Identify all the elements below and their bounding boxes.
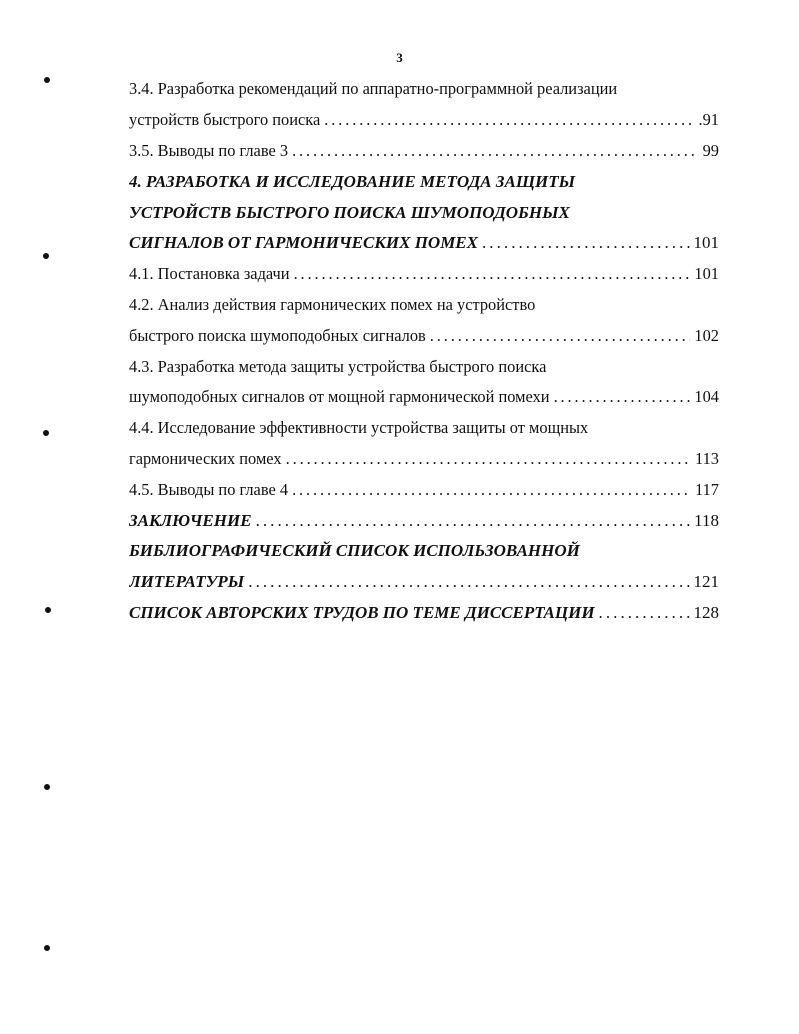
dot-leader <box>482 233 690 253</box>
toc-entry-label: быстрого поиска шумоподобных сигналов <box>129 325 426 345</box>
toc-entry-label: 4.5. Выводы по главе 4 <box>129 479 289 499</box>
toc-line <box>129 413 719 444</box>
toc-line <box>129 136 719 167</box>
binding-hole-mark <box>43 430 49 436</box>
toc-line <box>129 166 719 197</box>
binding-hole-mark <box>45 607 51 613</box>
toc-entry-label: гармонических помех <box>129 448 282 468</box>
binding-hole-mark <box>44 77 50 83</box>
dot-leader <box>256 511 691 531</box>
toc-line <box>129 474 719 505</box>
dot-leader <box>292 141 699 161</box>
binding-hole-mark <box>44 784 50 790</box>
toc-line <box>129 505 719 536</box>
toc-entry-page: 121 <box>693 572 719 592</box>
toc-entry-label: СИГНАЛОВ ОТ ГАРМОНИЧЕСКИХ ПОМЕХ <box>129 233 478 253</box>
dot-leader <box>430 326 691 346</box>
toc-entry-label: 4.1. Постановка задачи <box>129 264 290 284</box>
dot-leader <box>324 110 694 130</box>
toc-line <box>129 259 719 290</box>
toc-line <box>129 382 719 413</box>
toc-entry-page: 99 <box>702 140 719 160</box>
toc-entry-label: 3.5. Выводы по главе 3 <box>129 140 289 160</box>
toc-entry-page: 101 <box>694 264 719 284</box>
page-number: 3 <box>396 50 403 65</box>
dot-leader <box>248 572 689 592</box>
toc-line <box>129 105 719 136</box>
toc-entry-page: 117 <box>695 479 719 499</box>
dot-leader <box>554 387 691 407</box>
toc-line <box>129 598 719 629</box>
toc-entry-page: 104 <box>694 387 719 407</box>
toc-line <box>129 444 719 475</box>
toc-entry-page: 128 <box>693 602 719 622</box>
toc-entry-page: 118 <box>694 510 719 530</box>
dot-leader <box>292 480 691 500</box>
toc-entry-page: .91 <box>698 110 719 130</box>
toc-entry-label: 4.3. Разработка метода защиты устройства быстрого поиска <box>129 356 547 376</box>
toc-entry-label: БИБЛИОГРАФИЧЕСКИЙ СПИСОК ИСПОЛЬЗОВАННОЙ <box>129 541 580 561</box>
toc-entry-label: устройств быстрого поиска <box>129 110 321 130</box>
toc-entry-label: 4. РАЗРАБОТКА И ИССЛЕДОВАНИЕ МЕТОДА ЗАЩИТЫ <box>129 171 576 191</box>
toc-line <box>129 536 719 567</box>
binding-hole-mark <box>43 253 49 259</box>
toc-entry-label: ЗАКЛЮЧЕНИЕ <box>129 510 252 530</box>
toc-entry-page: 102 <box>694 325 719 345</box>
toc-entry-page: 113 <box>695 448 719 468</box>
toc-entry-label: СПИСОК АВТОРСКИХ ТРУДОВ ПО ТЕМЕ ДИССЕРТАЦИИ <box>129 602 595 622</box>
toc-entry-page: 101 <box>693 233 719 253</box>
dot-leader <box>294 264 691 284</box>
toc-line <box>129 228 719 259</box>
toc-line <box>129 320 719 351</box>
toc-line <box>129 197 719 228</box>
dot-leader <box>599 603 690 623</box>
toc-line <box>129 74 719 105</box>
toc-line <box>129 290 719 321</box>
dot-leader <box>286 449 691 469</box>
table-of-contents <box>129 74 719 628</box>
toc-line <box>129 351 719 382</box>
toc-entry-label: ЛИТЕРАТУРЫ <box>129 572 245 592</box>
binding-hole-mark <box>44 945 50 951</box>
toc-entry-label: шумоподобных сигналов от мощной гармонической помехи <box>129 387 550 407</box>
toc-line <box>129 567 719 598</box>
toc-entry-label: УСТРОЙСТВ БЫСТРОГО ПОИСКА ШУМОПОДОБНЫХ <box>129 202 570 222</box>
toc-entry-label: 3.4. Разработка рекомендаций по аппаратно-программной реализации <box>129 79 618 99</box>
toc-entry-label: 4.4. Исследование эффективности устройства защиты от мощных <box>129 418 589 438</box>
toc-entry-label: 4.2. Анализ действия гармонических помех на устройство <box>129 294 536 314</box>
